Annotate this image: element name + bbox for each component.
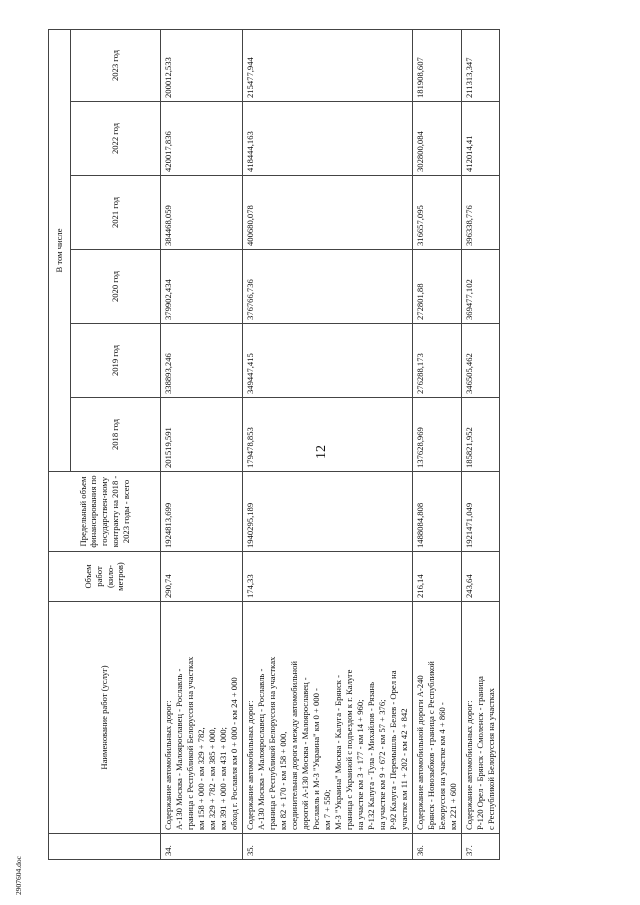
cell-y2021: 396338,776 bbox=[462, 176, 500, 250]
cell-total: 1940295,189 bbox=[243, 472, 413, 552]
work-name-line: Рославль и М-3 "Украина" км 0 + 000 - bbox=[311, 688, 321, 830]
work-name-line: км 7 + 550; bbox=[322, 789, 332, 830]
cell-num: 36. bbox=[413, 834, 462, 860]
header-year-2020: 2020 год bbox=[71, 250, 161, 324]
header-year-2023: 2023 год bbox=[71, 30, 161, 102]
cell-y2022: 418444,163 bbox=[243, 102, 413, 176]
work-name-line: Брянск - Новозыбков - граница с Республикой bbox=[426, 661, 436, 830]
work-name-line: Содержание автомобильной дороги А-240 bbox=[415, 675, 425, 830]
work-name-line: участке км 11 + 202 - км 42 + 842 bbox=[399, 708, 409, 830]
work-name-line: км 82 + 170 - км 158 + 000, bbox=[278, 731, 288, 830]
work-name-line: с Республикой Белоруссия на участках bbox=[486, 688, 496, 830]
cell-y2021: 400680,078 bbox=[243, 176, 413, 250]
cell-volume: 216,14 bbox=[413, 552, 462, 602]
table-row bbox=[161, 30, 243, 860]
work-name-line: Р-120 Орел - Брянск - Смоленск - граница bbox=[475, 676, 485, 830]
cell-y2022: 302800,084 bbox=[413, 102, 462, 176]
work-name-line: А-130 Москва - Малоярославец - Рославль - bbox=[256, 668, 266, 830]
cell-volume: 243,64 bbox=[462, 552, 500, 602]
cell-y2020: 272801,88 bbox=[413, 250, 462, 324]
work-name-line: дорогой А-130 Москва - Малоярославец - bbox=[300, 677, 310, 830]
footer-filename: 2907604.doc bbox=[14, 856, 23, 895]
work-name-line: км 158 + 000 - км 329 + 782, bbox=[196, 727, 206, 830]
works-table bbox=[48, 29, 500, 860]
work-name-line: соединительная дорога между автомобильной bbox=[289, 661, 299, 830]
cell-work-name bbox=[413, 602, 462, 834]
cell-y2022: 412014,41 bbox=[462, 102, 500, 176]
work-name-line: граница с Республикой Белоруссия на участках bbox=[185, 656, 195, 830]
page-number: 12 bbox=[314, 445, 329, 459]
cell-y2023: 181908,607 bbox=[413, 30, 462, 102]
cell-y2020: 376766,736 bbox=[243, 250, 413, 324]
cell-work-name bbox=[462, 602, 500, 834]
cell-y2018: 137628,969 bbox=[413, 398, 462, 472]
work-name-line: Содержание автомобильных дорог: bbox=[464, 700, 474, 830]
work-name-line: на участке км 3 + 177 - км 14 + 960; bbox=[355, 699, 365, 830]
header-group: В том числе bbox=[49, 30, 71, 472]
cell-y2018: 185821,952 bbox=[462, 398, 500, 472]
header-limit: Предельный объем финансирования по государствен-ному контракту на 2018 - 2023 годы - всего bbox=[49, 472, 161, 552]
cell-y2018: 179478,853 bbox=[243, 398, 413, 472]
cell-y2019: 346505,462 bbox=[462, 324, 500, 398]
cell-num: 34. bbox=[161, 834, 243, 860]
cell-y2020: 369477,102 bbox=[462, 250, 500, 324]
cell-y2021: 316657,095 bbox=[413, 176, 462, 250]
cell-num: 37. bbox=[462, 834, 500, 860]
cell-work-name bbox=[161, 602, 243, 834]
rotated-page bbox=[48, 30, 608, 860]
table-row bbox=[243, 30, 413, 860]
header-year-2019: 2019 год bbox=[71, 324, 161, 398]
cell-work-name bbox=[243, 602, 413, 834]
work-name-line: Белоруссия на участке км 4 + 860 - bbox=[437, 702, 447, 830]
cell-y2019: 349447,415 bbox=[243, 324, 413, 398]
header-year-2021: 2021 год bbox=[71, 176, 161, 250]
work-name-line: на участке км 9 + 672 - км 57 + 376; bbox=[377, 699, 387, 830]
cell-y2023: 211313,347 bbox=[462, 30, 500, 102]
work-name-line: Содержание автомобильных дорог: bbox=[163, 700, 173, 830]
header-year-2018: 2018 год bbox=[71, 398, 161, 472]
header-volume: Объем работ (кило-метров) bbox=[49, 552, 161, 602]
work-name-line: Р-92 Калуга - Перемышль - Белев - Орел на bbox=[388, 670, 398, 830]
header-index bbox=[49, 834, 161, 860]
cell-volume: 290,74 bbox=[161, 552, 243, 602]
work-name-line: Р-132 Калуга - Тула - Михайлов - Рязань bbox=[366, 681, 376, 830]
cell-y2020: 379902,434 bbox=[161, 250, 243, 324]
work-name-line: А-130 Москва - Малоярославец - Рославль - bbox=[174, 668, 184, 830]
work-name-line: Содержание автомобильных дорог: bbox=[245, 700, 255, 830]
cell-y2022: 420017,836 bbox=[161, 102, 243, 176]
table-row bbox=[462, 30, 500, 860]
cell-y2021: 384468,059 bbox=[161, 176, 243, 250]
work-name-line: км 391 + 000 - км 431 + 000; bbox=[218, 727, 228, 830]
work-name-line: М-3 "Украина" Москва - Калуга - Брянск - bbox=[333, 675, 343, 830]
cell-total: 1921471,049 bbox=[462, 472, 500, 552]
cell-num: 35. bbox=[243, 834, 413, 860]
work-name-line: км 221 + 600 bbox=[448, 783, 458, 830]
cell-y2019: 276288,173 bbox=[413, 324, 462, 398]
cell-total: 1924813,699 bbox=[161, 472, 243, 552]
cell-volume: 174,33 bbox=[243, 552, 413, 602]
cell-total: 1488084,808 bbox=[413, 472, 462, 552]
header-name: Наименование работ (услуг) bbox=[49, 602, 161, 834]
work-name-line: обход г. Рославля км 0 + 000 - км 24 + 000 bbox=[229, 677, 239, 830]
cell-y2018: 201519,591 bbox=[161, 398, 243, 472]
table-row bbox=[413, 30, 462, 860]
work-name-line: км 329 + 782 - км 385 + 000, bbox=[207, 727, 217, 830]
cell-y2023: 215477,944 bbox=[243, 30, 413, 102]
cell-y2019: 338893,246 bbox=[161, 324, 243, 398]
cell-y2023: 200012,533 bbox=[161, 30, 243, 102]
work-name-line: граница с Украиной с подъездом к г. Калуге bbox=[344, 669, 354, 830]
header-year-2022: 2022 год bbox=[71, 102, 161, 176]
work-name-line: граница с Республикой Белоруссия на участках bbox=[267, 656, 277, 830]
